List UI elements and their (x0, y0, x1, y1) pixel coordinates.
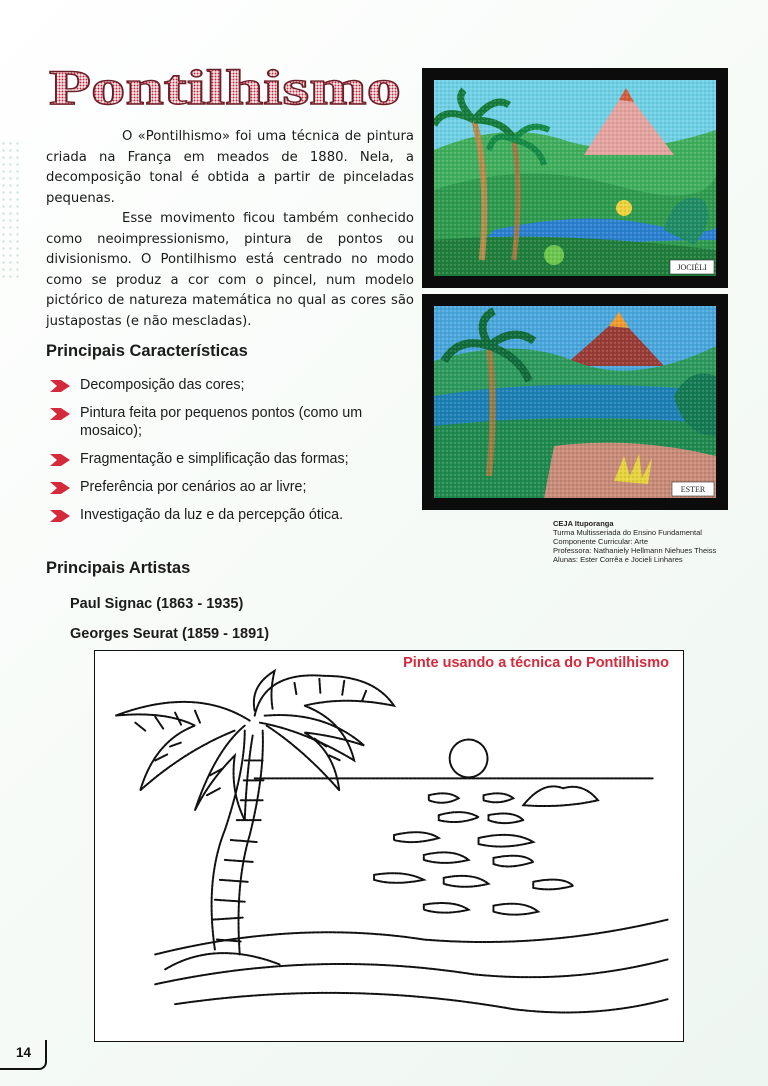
characteristics-heading: Principais Características (46, 342, 248, 360)
list-item-text: Fragmentação e simplificação das formas; (80, 451, 349, 467)
decorative-dot-pattern (0, 140, 22, 280)
list-item-text: Decomposição das cores; (80, 377, 245, 393)
list-item (50, 376, 410, 394)
list-item-text: Pintura feita por pequenos pontos (como um mosaico); (80, 405, 363, 439)
coloring-drawing-palm-beach (95, 651, 683, 1041)
list-item-text: Preferência por cenários ao ar livre; (80, 479, 307, 495)
credit-subject: Componente Curricular: Arte (553, 537, 649, 546)
painting-credit (553, 519, 753, 564)
coloring-instruction: Pinte usando a técnica do Pontilhismo (399, 655, 673, 671)
page-title (46, 60, 408, 110)
list-item (50, 478, 410, 496)
red-chevron-bullet-icon (50, 482, 70, 494)
characteristics-list (50, 376, 410, 534)
credit-class: Turma Multisseriada do Ensino Fundamental (553, 528, 702, 537)
credit-teacher: Professora: Nathaniely Hellmann Niehues Theiss (553, 546, 717, 555)
title-text: Pontilhismo (49, 60, 401, 110)
title-lettering (46, 60, 408, 110)
credit-school: CEJA Ituporanga (553, 519, 614, 528)
painting-signature: ESTER (680, 485, 706, 494)
student-painting-volcano-palms (422, 68, 728, 288)
list-item (50, 506, 410, 524)
painting-signature: JOCIÉLI (677, 263, 707, 272)
red-chevron-bullet-icon (50, 408, 70, 420)
artist-name: Georges Seurat (1859 - 1891) (70, 626, 270, 642)
red-chevron-bullet-icon (50, 510, 70, 522)
red-chevron-bullet-icon (50, 454, 70, 466)
painting-illustration (434, 80, 716, 276)
list-item-text: Investigação da luz e da percepção ótica. (80, 507, 344, 523)
page-number: 14 (0, 1040, 47, 1070)
artists-heading: Principais Artistas (46, 559, 191, 577)
intro-text (46, 127, 414, 332)
artist-name: Paul Signac (1863 - 1935) (70, 596, 244, 612)
list-item (50, 404, 410, 440)
intro-paragraph-2: Esse movimento ficou também conhecido como neoimpressionismo, pintura de pontos ou divisionismo. O Pontilhismo está centrado no modo como se produz a cor com o pincel, num modelo pictórico de natureza matemática no qual as cores são justapostas (e não mescladas). (46, 211, 414, 329)
credit-students: Alunas: Ester Corrêa e Jocieli Linhares (553, 555, 683, 564)
coloring-activity (94, 650, 684, 1042)
painting-illustration (434, 306, 716, 498)
red-chevron-bullet-icon (50, 380, 70, 392)
intro-paragraph-1: O «Pontilhismo» foi uma técnica de pintura criada na França em meados de 1880. Nela, a decomposição tonal é obtida a partir de pinceladas pequenas. (46, 129, 414, 206)
student-painting-volcano-lake (422, 294, 728, 510)
list-item (50, 450, 410, 468)
